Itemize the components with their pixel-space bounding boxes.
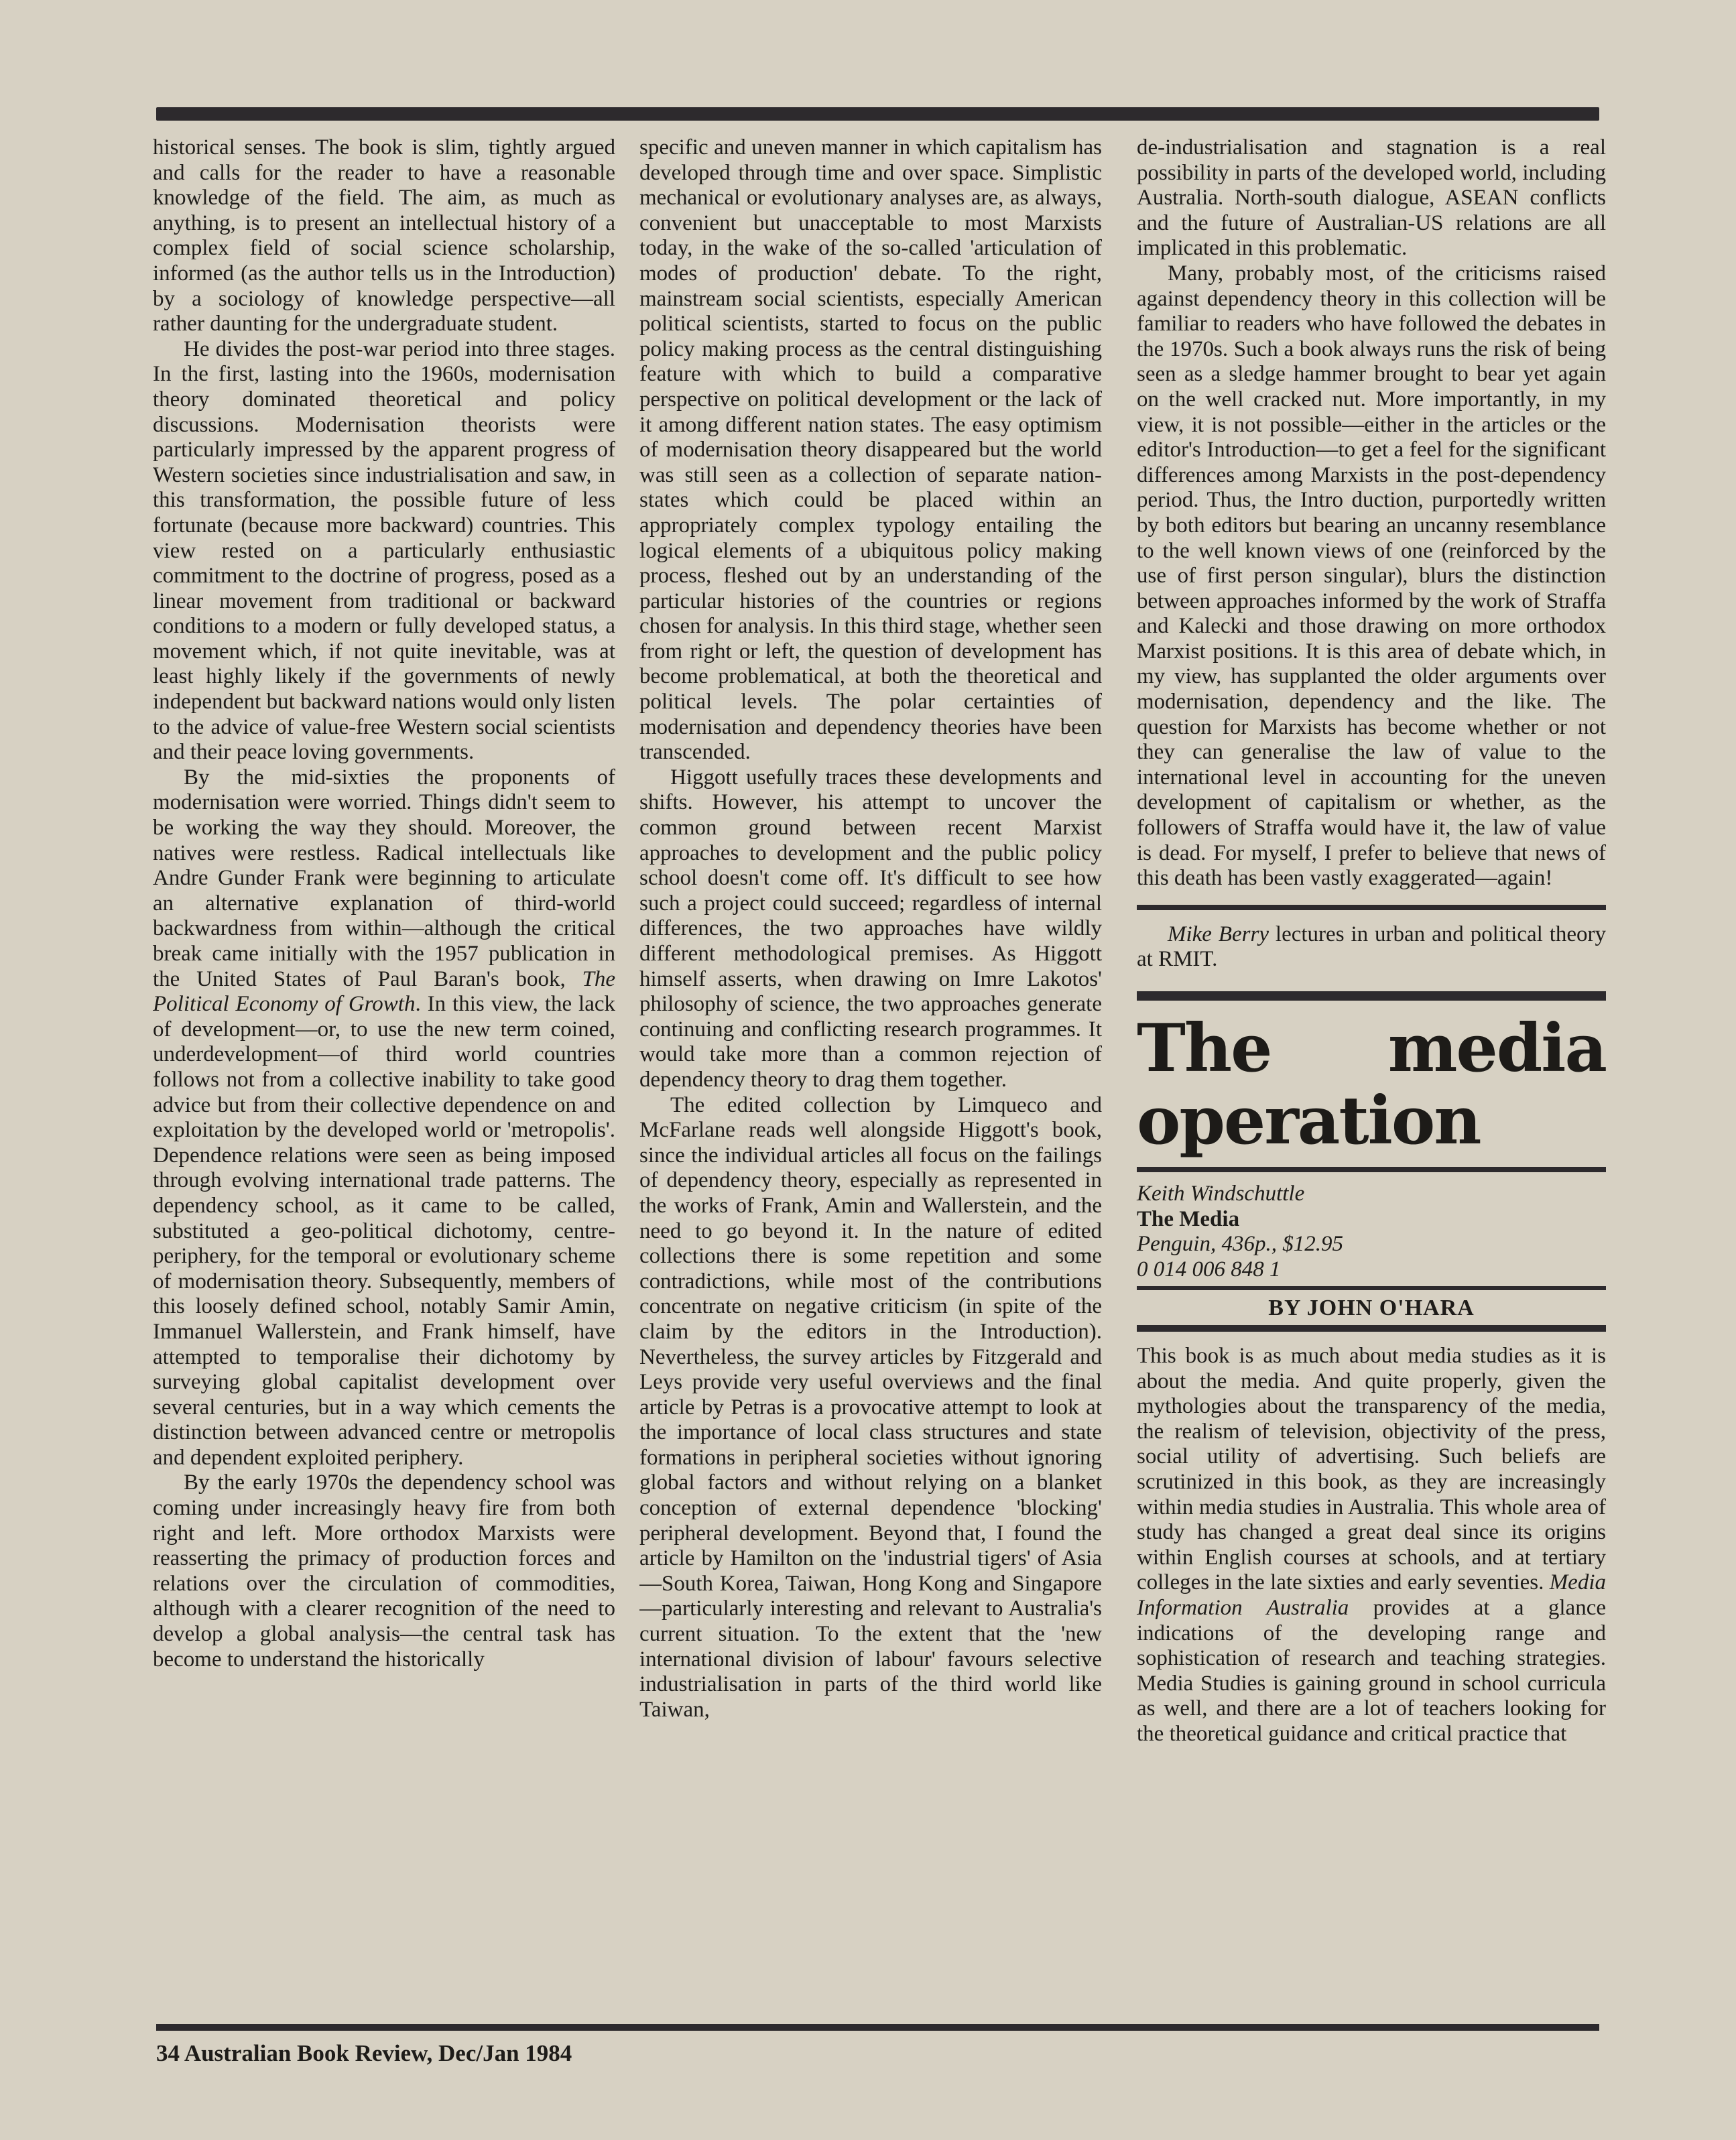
top-rule — [156, 107, 1599, 121]
reviewer-name: Mike Berry — [1168, 922, 1269, 946]
col3-p3-text-a: This book is as much about media studies as it is about the media. And quite properly, given the mythologies about the transparency of the media, the realism of television, objectivity of the press, social utility of advertising. Such beliefs are scrutinized in this book, as they are increasingly within media studies in Australia. This whole area of study has changed a great deal since its origins within English courses at schools, and at tertiary colleges in the late sixties and early seventies. — [1137, 1343, 1606, 1595]
col2-paragraph-1: specific and uneven manner in which capitalism has developed through time and over space. Simplistic mechanical or evolutionary analyses are, as always, convenient but unacceptable to most Marxists today, in the wake of the so-called 'articulation of modes of production' debate. To the right, mainstream social scientists, especially American political scientists, started to focus on the public policy making process as the central distinguishing feature with which to build a comparative perspective on political development or the lack of it among different nation states. The easy optimism of modernisation theory disappeared but the world was still seen as a collection of separate nation-states which could be placed within an appropriately complex typology entailing the logical elements of a ubiquitous policy making process, fleshed out by an understanding of the particular histories of the countries or regions chosen for analysis. In this third stage, whether seen from right or left, the question of development has become problematical, at both the theoretical and political levels. The polar certainties of modernisation and dependency theories have been transcended. — [639, 135, 1102, 765]
col3-p3-text-b: provides at a glance indications of the developing range and sophistication of research and teaching strategies. Media Studies is gaining ground in school curricula as well, and there are a lot of teachers looking for the theoretical guidance and critical practice that — [1137, 1595, 1607, 1746]
column-1 — [153, 135, 615, 2012]
col3-paragraph-2: Many, probably most, of the criticisms raised against dependency theory in this collection will be familiar to readers who have followed the debates in the 1970s. Such a book always runs the risk of being seen as a sledge hammer brought to bear yet again on the well cracked nut. More importantly, in my view, it is not possible—either in the articles or the editor's Introduction—to get a feel for the significant differences among Marxists in the post-dependency period. Thus, the Intro duction, purportedly written by both editors but bearing an uncanny resemblance to the well known views of one (reinforced by the use of first person singular), blurs the distinction between approaches informed by the work of Straffa and Kalecki and those drawing on more orthodox Marxist positions. It is this area of debate which, in my view, has supplanted the older arguments over modernisation, dependency and the like. The question for Marxists has become whether or not they can generalise the law of value to the international level in accounting for the uneven development of capitalism or whether, as the followers of Straffa would have it, the law of value is dead. For myself, I prefer to believe that news of this death has been vastly exaggerated—again! — [1137, 261, 1606, 891]
book-publisher: Penguin, 436p., $12.95 — [1137, 1232, 1343, 1257]
book-isbn: 0 014 006 848 1 — [1137, 1257, 1281, 1281]
col2-paragraph-2: Higgott usefully traces these developments and shifts. However, his attempt to uncover the common ground between recent Marxist approaches to development and the public policy school doesn't come off. It's difficult to see how such a project could succeed; regardless of internal differences, the two approaches have wildly different methodological premises. As Higgott himself asserts, when drawing on Imre Lakotos' philosophy of science, the two approaches generate continuing and conflicting research programmes. It would take more than a common rejection of dependency theory to drag them together. — [639, 765, 1102, 1092]
book-author: Keith Windschuttle — [1137, 1182, 1305, 1206]
book-credits — [1137, 1182, 1606, 1282]
col1-paragraph-3 — [153, 765, 615, 1471]
book-title-political-economy: The Political Economy of Growth — [153, 966, 615, 1017]
column-3 — [1137, 135, 1606, 2012]
col1-paragraph-4: By the early 1970s the dependency school was coming under increasingly heavy fire from both right and left. More orthodox Marxists were reasserting the primacy of production forces and relations over the circulation of commodities, although with a clearer recognition of the need to develop a global analysis—the central task has become to understand the historically — [153, 1470, 615, 1672]
publication-title-media-information-australia: Media Information Australia — [1137, 1570, 1606, 1620]
bottom-rule — [156, 2024, 1599, 2031]
byline: BY JOHN O'HARA — [1268, 1296, 1475, 1321]
headline-rule — [1137, 1167, 1606, 1172]
col1-p3-text-a: By the mid-sixties the proponents of modernisation were worried. Things didn't seem to be working the way they should. Moreover, the natives were restless. Radical intellectuals like Andre Gunder Frank were beginning to articulate an alternative explanation of third-world backwardness from within—although the critical break came initially with the 1957 publication in the United States of Paul Baran's book, — [153, 765, 615, 991]
reviewer-bio-text: lectures in urban and political theory at RMIT. — [1137, 922, 1606, 972]
byline-rule-bottom — [1137, 1325, 1606, 1332]
col1-p3-text-b: . In this view, the lack of development—or, to use the new term coined, underdevelopment—of third world countries follows not from a collective inability to take good advice but from their collective dependence on and exploitation by the developed world or 'metropolis'. Dependence relations were seen as being imposed through evolving international trade patterns. The dependency school, as it came to be called, substituted a geo-political dichotomy, centre-periphery, for the temporal or evolutionary scheme of modernisation theory. Subsequently, members of this loosely defined school, notably Samir Amin, Immanuel Wallerstein, and Frank himself, have attempted to temporalise their dichotomy by surveying global capitalist development over several centuries, but in a way which cements the distinction between advanced centre or metropolis and dependent exploited periphery. — [153, 992, 615, 1470]
col3-paragraph-3 — [1137, 1344, 1606, 1747]
col1-paragraph-2: He divides the post-war period into three stages. In the first, lasting into the 1960s, modernisation theory dominated theoretical and policy discussions. Modernisation theorists were particularly impressed by the apparent progress of Western societies since industrialisation and saw, in this transformation, the possible future of less fortunate (because more backward) countries. This view rested on a particularly enthusiastic commitment to the doctrine of progress, posed as a linear movement from traditional or backward conditions to a modern or fully developed status, a movement which, if not quite inevitable, was at least highly likely if the governments of newly independent but backward nations would only listen to the advice of value-free Western social scientists and their peace loving governments. — [153, 336, 615, 765]
col1-paragraph-1: historical senses. The book is slim, tightly argued and calls for the reader to have a reasonable knowledge of the field. The aim, as much as anything, is to present an intellectual history of a complex field of social science scholarship, informed (as the author tells us in the Introduction) by a sociology of knowledge perspective—all rather daunting for the undergraduate student. — [153, 135, 615, 336]
article-headline: The media operation — [1137, 1010, 1606, 1159]
col2-paragraph-3: The edited collection by Limqueco and McFarlane reads well alongside Higgott's book, since the individual articles all focus on the failings of dependency theory, especially as represented in the works of Frank, Amin and Wallerstein, and the need to go beyond it. In the nature of edited collections there is some repetition and some contradictions, while most of the contributions concentrate on negative criticism (in spite of the claim by the editors in the Introduction). Nevertheless, the survey articles by Fitzgerald and Leys provide very useful overviews and the final article by Petras is a provocative attempt to look at the importance of local class structures and state formations in peripheral societies without ignoring global factors and without relying on a blanket conception of external dependence 'blocking' peripheral development. Beyond that, I found the article by Hamilton on the 'industrial tigers' of Asia—South Korea, Taiwan, Hong Kong and Singapore—particularly interesting and relevant to Australia's current situation. To the extent that the 'new international division of labour' favours selective industrialisation in parts of the third world like Taiwan, — [639, 1092, 1102, 1722]
book-title: The Media — [1137, 1206, 1240, 1231]
col3-paragraph-1: de-industrialisation and stagnation is a real possibility in parts of the developed world, including Australia. North-south dialogue, ASEAN conflicts and the future of Australian-US relations are all implicated in this problematic. — [1137, 135, 1606, 261]
bio-divider — [1137, 905, 1606, 910]
page-footer: 34 Australian Book Review, Dec/Jan 1984 — [156, 2040, 572, 2066]
column-2 — [639, 135, 1102, 2012]
section-divider — [1137, 991, 1606, 1001]
reviewer-bio — [1137, 922, 1606, 972]
